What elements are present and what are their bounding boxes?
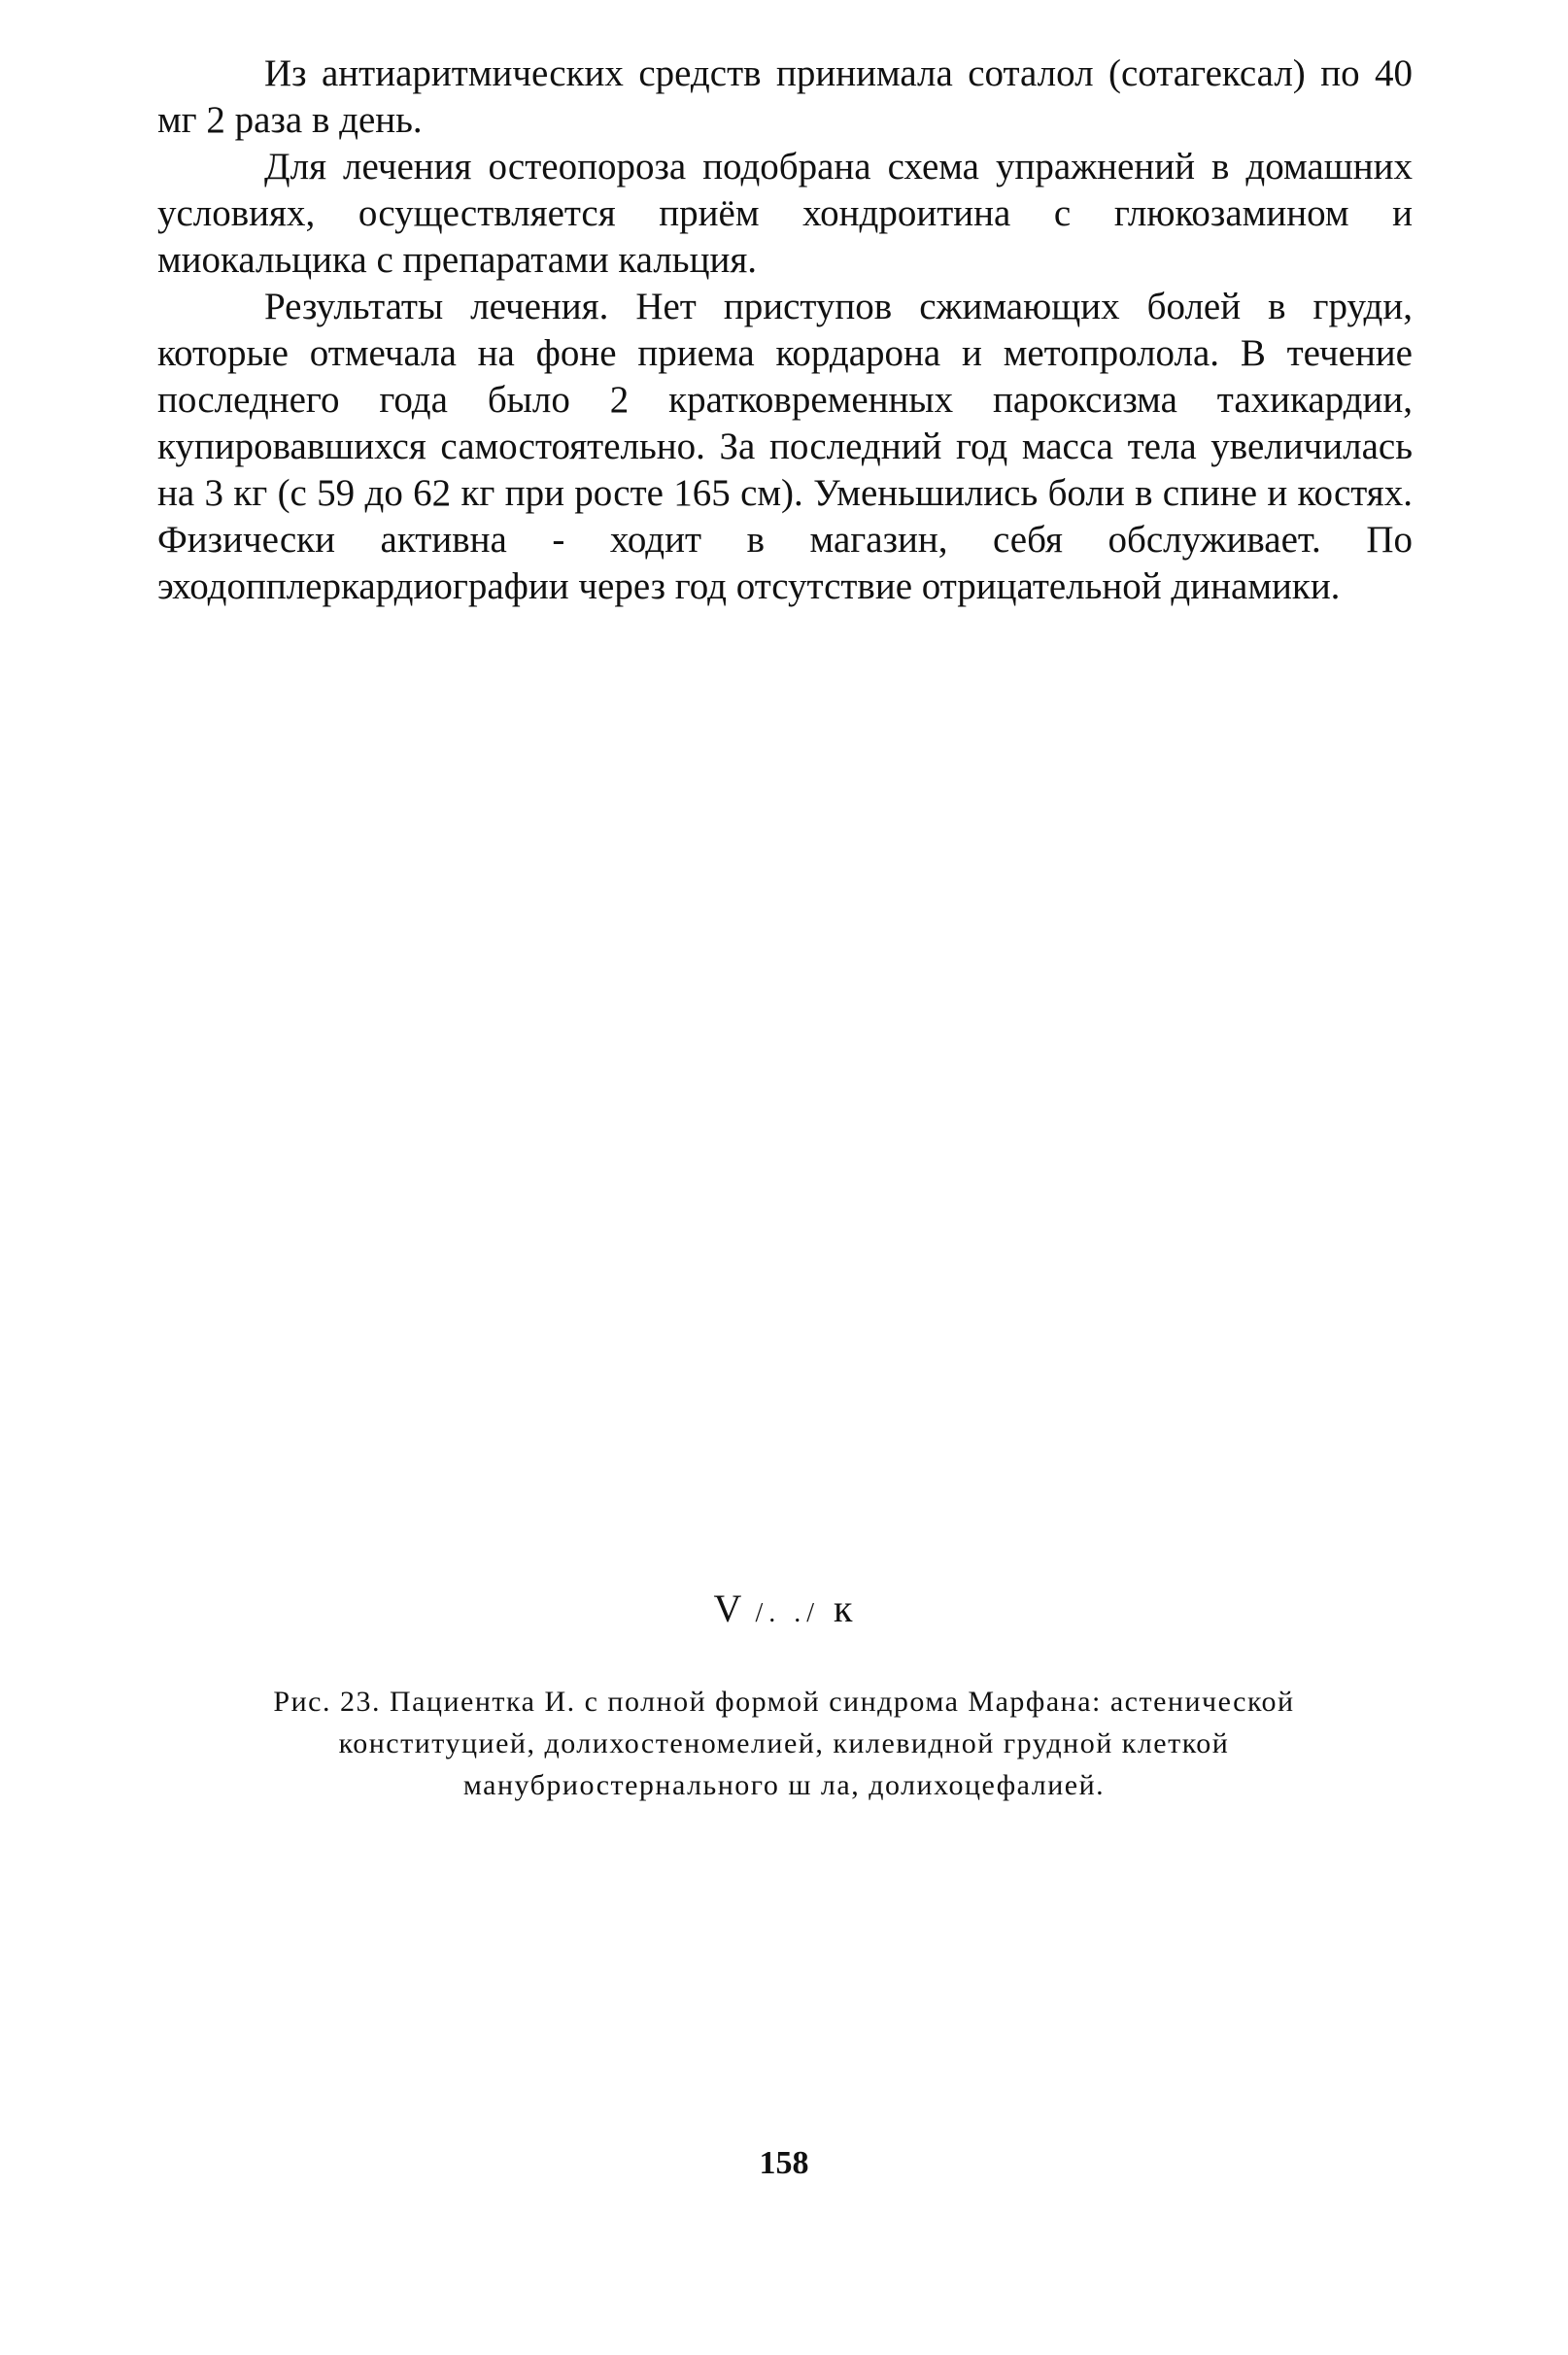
caption-line: манубриостернального ш ла, долихоцефалией.: [462, 1769, 1106, 1801]
artifact-left: V: [713, 1587, 744, 1630]
paragraph-results: Результаты лечения. Нет приступов сжимающих болей в груди, которые отмечала на фоне приема кордарона и метопролола. В течение последнего года было 2 кратковременных пароксизма тахикардии, купировавшихся самостоятельно. За последний год масса тела увеличилась на 3 кг (с 59 до 62 кг при росте 165 см). Уменьшились боли в спине и костях. Физически активна - ходит в магазин, себя обслуживает. По эходопплеркардиографии через год отсутствие отрицательной динамики.: [157, 286, 1413, 607]
caption-line: конституцией, долихостеномелией, килевидной грудной клеткой: [338, 1727, 1230, 1759]
paragraph-antiarrhythmic: Из антиаритмических средств принимала соталол (сотагексал) по 40 мг 2 раза в день.: [157, 52, 1413, 141]
artifact-right: к: [834, 1587, 855, 1630]
figure-artifact-text: [0, 1586, 1568, 1637]
figure-caption: [201, 1681, 1367, 1806]
paragraph-osteoporosis: Для лечения остеопороза подобрана схема упражнений в домашних условиях, осуществляется приём хондроитина с глюкозамином и миокальцика с препаратами кальция.: [157, 146, 1413, 281]
page-number: 158: [759, 2145, 809, 2181]
artifact-middle: /. ./: [755, 1598, 820, 1628]
caption-line: Рис. 23. Пациентка И. с полной формой синдрома Марфана: астенической: [273, 1686, 1295, 1718]
body-text: [157, 51, 1413, 610]
